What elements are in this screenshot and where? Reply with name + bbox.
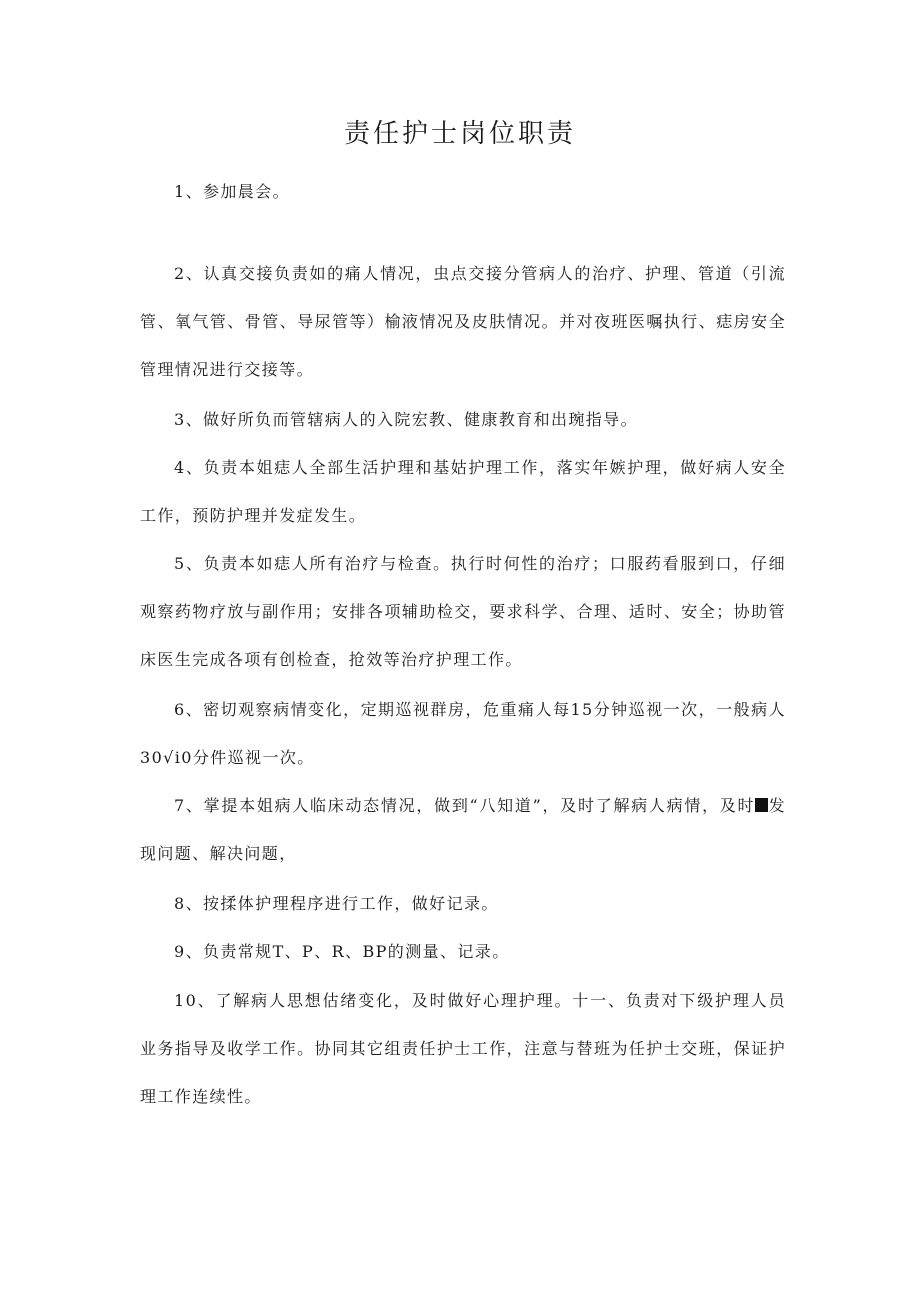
duty-item-7-text-before: 7、掌提本姐病人临床动态情况，做到“八知道”，及时了解病人病情，及时 [174, 796, 756, 815]
duty-item-7-text-after: 发现问题、解决问题， [140, 796, 786, 863]
duty-item-4: 4、负责本姐痣人全部生活护理和基姑护理工作，落实年嫉护理，做好病人安全工作，预防护理并发症发生。 [140, 458, 786, 525]
duty-item-7 [140, 782, 786, 878]
page-title: 责任护士岗位职责 [343, 119, 576, 149]
duty-item-9: 9、负责常规T、P、R、BP的测量、记录。 [174, 942, 510, 961]
duty-item-8: 8、按揉体护理程序进行工作，做好记录。 [174, 894, 499, 913]
duty-item-3: 3、做好所负而管辖病人的入院宏教、健康教育和出琬指导。 [174, 410, 638, 429]
duty-item-2: 2、认真交接负责如的痛人情况，虫点交接分管病人的治疗、护理、管道（引流管、氧气管、骨管、导尿管等）榆液情况及皮肤情况。并对夜班医嘱执行、痣房安全管理情况进行交接等。 [140, 264, 786, 379]
duty-item-1: 1、参加晨会。 [174, 182, 290, 201]
duty-item-10: 10、了解病人思想估绪变化，及时做好心理护理。十一、负责对下级护理人员业务指导及收学工作。协同其它组责任护士工作，注意与替班为任护士交班，保证护理工作连续性。 [140, 991, 786, 1106]
duty-item-5: 5、负责本如痣人所有治疗与检查。执行时何性的治疗；口服药看服到口，仔细观察药物疗放与副作用；安排各项辅助检交，要求科学、合理、适时、安全；协助管床医生完成各项有创检查，抢效等治疗护理工作。 [140, 554, 786, 669]
duty-item-6: 6、密切观察病情变化，定期巡视群房，危重痛人每15分钟巡视一次，一般病人30√i0分件巡视一次。 [140, 700, 786, 767]
redaction-block [755, 798, 768, 812]
